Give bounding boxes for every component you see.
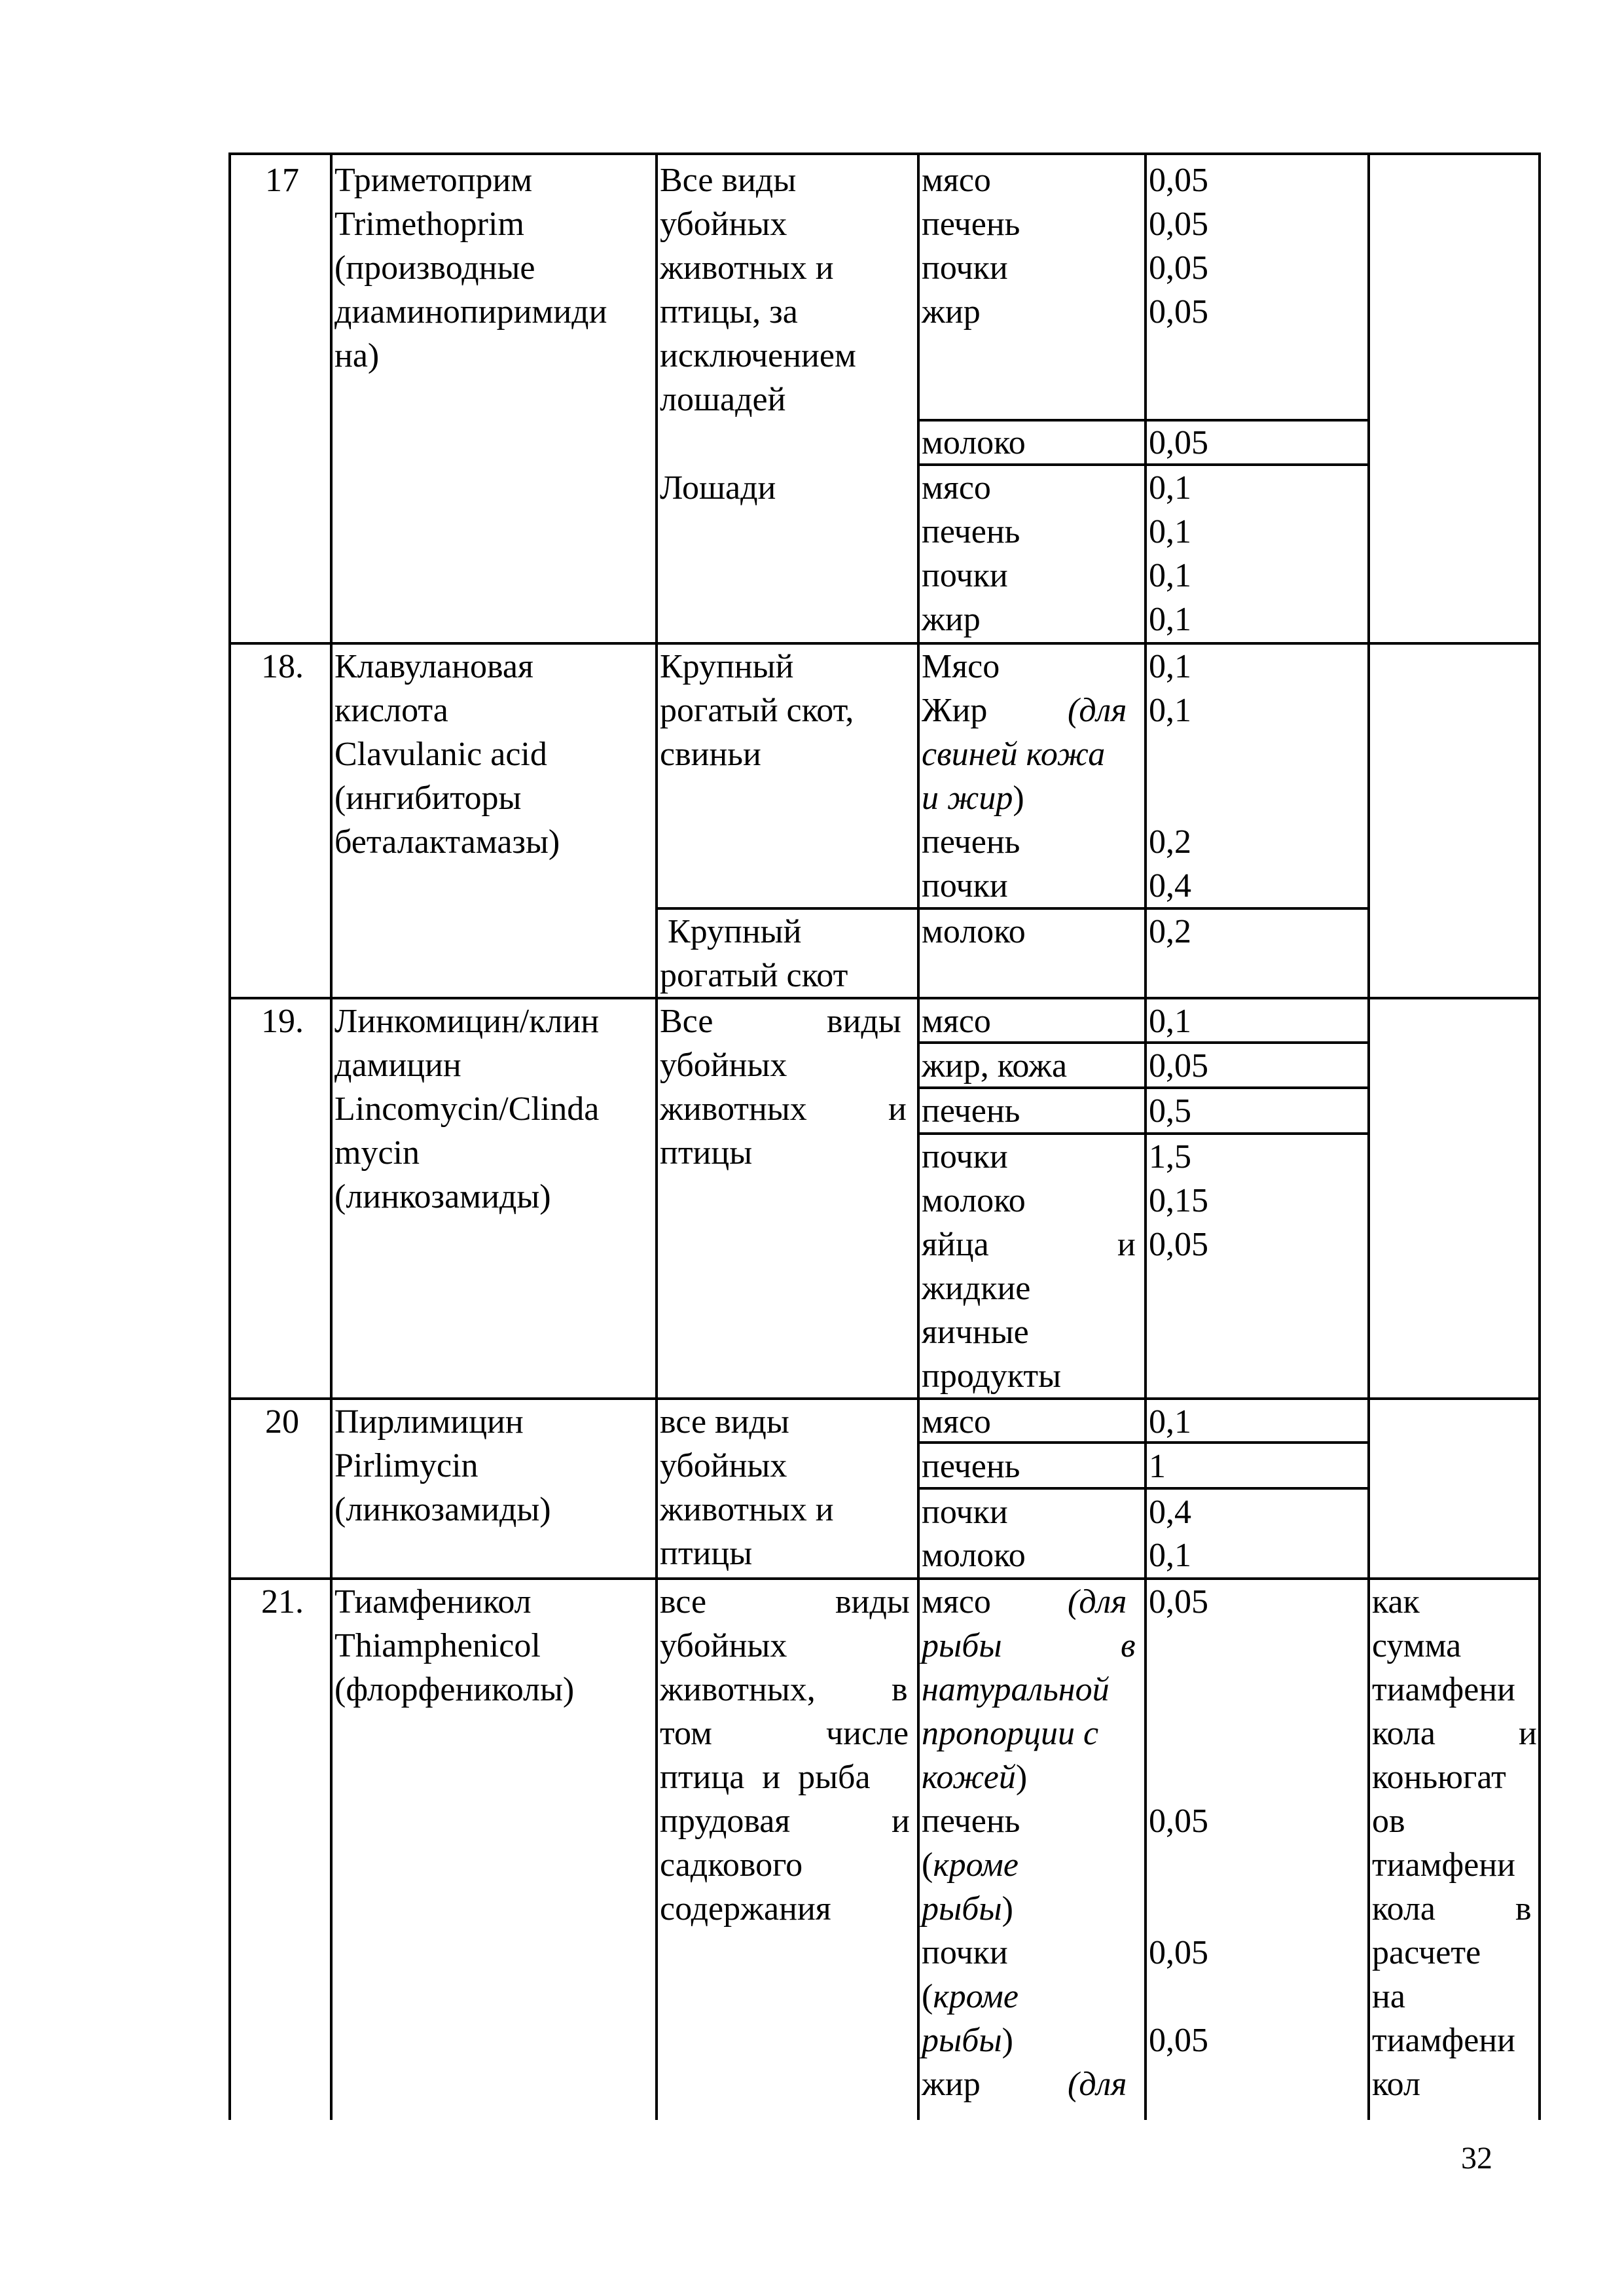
tissue-cell: почки bbox=[922, 1138, 1008, 1175]
species-word: виды bbox=[827, 1003, 901, 1040]
note-word: в bbox=[1515, 1890, 1532, 1928]
close-paren: ) bbox=[1001, 2022, 1013, 2059]
mrl-value: 0,1 bbox=[1149, 601, 1191, 638]
tissue-word: и bbox=[1117, 1226, 1136, 1263]
close-paren: ) bbox=[1013, 780, 1024, 817]
tissue-note-line bbox=[922, 1887, 1013, 1931]
tissue-cell: Мясо bbox=[922, 648, 1000, 685]
tissue-cell: жир, кожа bbox=[922, 1047, 1068, 1085]
species-line: свиньи bbox=[660, 736, 761, 773]
tissue-cell: почки bbox=[922, 867, 1008, 905]
mrl-value: 0,05 bbox=[1149, 1583, 1208, 1621]
tissue-note: и жир bbox=[922, 780, 1013, 817]
mrl-value: 0,05 bbox=[1149, 293, 1208, 331]
species-line: рогатый скот bbox=[660, 957, 848, 994]
tissue-note: пропорции с bbox=[922, 1715, 1099, 1752]
note-line: сумма bbox=[1372, 1627, 1462, 1664]
tissue-cell: печень bbox=[922, 823, 1020, 861]
tissue-cell: жир bbox=[922, 601, 981, 638]
species-line: птицы, за bbox=[660, 293, 798, 331]
species-line: животных и bbox=[660, 1491, 834, 1528]
species-line: убойных bbox=[660, 206, 787, 243]
mrl-value: 0,1 bbox=[1149, 648, 1191, 685]
mrl-value: 0,15 bbox=[1149, 1182, 1208, 1219]
species-word: животных, bbox=[660, 1671, 816, 1708]
mrl-value: 0,1 bbox=[1149, 557, 1191, 594]
tissue-cell: печень bbox=[922, 206, 1020, 243]
mrl-value: 0,4 bbox=[1149, 867, 1191, 905]
species-word: прудовая bbox=[660, 1803, 791, 1840]
substance-line: (линкозамиды) bbox=[334, 1491, 551, 1528]
species-word: Все bbox=[660, 1003, 713, 1040]
mrl-value: 0,05 bbox=[1149, 424, 1208, 461]
substance-line: кислота bbox=[334, 692, 448, 729]
substance-line: Clavulanic acid bbox=[334, 736, 547, 773]
species-line: птицы bbox=[660, 1535, 753, 1572]
substance-line: (производные bbox=[334, 249, 535, 287]
mrl-value: 1 bbox=[1149, 1448, 1166, 1485]
mrl-value: 0,5 bbox=[1149, 1092, 1191, 1130]
tissue-cell: почки bbox=[922, 249, 1008, 287]
note-line: тиамфени bbox=[1372, 1846, 1515, 1884]
species-line: все виды bbox=[660, 1403, 789, 1441]
row-number: 17 bbox=[265, 162, 299, 199]
mrl-value: 0,1 bbox=[1149, 1403, 1191, 1441]
column-divider-5 bbox=[1367, 152, 1370, 2120]
substance-line: беталактамазы) bbox=[334, 823, 560, 861]
mrl-value: 0,05 bbox=[1149, 1047, 1208, 1085]
tissue-cell: почки bbox=[922, 557, 1008, 594]
tissue-note-line bbox=[922, 776, 1024, 820]
species-line: рогатый скот, bbox=[660, 692, 854, 729]
mrl-value: 0,05 bbox=[1149, 249, 1208, 287]
tissue-note: кожей bbox=[922, 1759, 1016, 1796]
tissue-note-line bbox=[922, 2018, 1013, 2062]
tissue-note: (для bbox=[1068, 1583, 1127, 1621]
substance-line: Thiamphenicol bbox=[334, 1627, 541, 1664]
substance-line: Trimethoprim bbox=[334, 206, 524, 243]
tissue-cell: печень bbox=[922, 513, 1020, 550]
substance-line: (линкозамиды) bbox=[334, 1178, 551, 1215]
mrl-value: 0,05 bbox=[1149, 162, 1208, 199]
substance-line: дамицин bbox=[334, 1047, 461, 1084]
species-word: виды bbox=[835, 1583, 910, 1621]
substance-line: Клавулановая bbox=[334, 648, 533, 685]
tissue-note: свиней кожа bbox=[922, 736, 1106, 773]
tissue-note-line bbox=[922, 1975, 1019, 2018]
column-divider-4 bbox=[1144, 152, 1147, 2120]
species-word: в bbox=[892, 1671, 908, 1708]
tissue-note: (для bbox=[1068, 692, 1127, 729]
open-paren: ( bbox=[922, 1846, 933, 1884]
note-word: кола bbox=[1372, 1715, 1435, 1752]
tissue-note: рыбы bbox=[922, 1890, 1002, 1928]
tissue-note: в bbox=[1121, 1627, 1136, 1664]
substance-line: на) bbox=[334, 337, 380, 374]
species-line: птицы bbox=[660, 1134, 753, 1172]
mrl-value: 0,4 bbox=[1149, 1494, 1191, 1531]
note-line: на bbox=[1372, 1978, 1405, 2015]
tissue-cell: почки bbox=[922, 1494, 1008, 1531]
note-line: расчете bbox=[1372, 1934, 1481, 1971]
note-line: тиамфени bbox=[1372, 2022, 1515, 2059]
species-line: исключением bbox=[660, 337, 856, 374]
species-word: том bbox=[660, 1715, 712, 1752]
note-word: и bbox=[1519, 1715, 1537, 1752]
note-line: тиамфени bbox=[1372, 1671, 1515, 1708]
mrl-value: 0,05 bbox=[1149, 1226, 1208, 1263]
substance-line: Тиамфеникол bbox=[334, 1583, 532, 1621]
row-number: 19. bbox=[261, 1003, 304, 1040]
mrl-value: 0,05 bbox=[1149, 1934, 1208, 1971]
close-paren: ) bbox=[1001, 1890, 1013, 1928]
mrl-value: 0,1 bbox=[1149, 469, 1191, 507]
mrl-value: 0,1 bbox=[1149, 513, 1191, 550]
species-line: убойных bbox=[660, 1047, 787, 1084]
substance-line: Lincomycin/Clinda bbox=[334, 1090, 600, 1128]
table-border-left bbox=[228, 152, 231, 2120]
species-line: садкового bbox=[660, 1846, 803, 1884]
column-divider-1 bbox=[330, 152, 333, 2120]
mrl-value: 0,1 bbox=[1149, 692, 1191, 729]
tissue-line: яичные bbox=[922, 1314, 1029, 1351]
close-paren: ) bbox=[1015, 1759, 1028, 1796]
species-line: Крупный bbox=[660, 648, 794, 685]
substance-line: mycin bbox=[334, 1134, 420, 1172]
tissue-cell: печень bbox=[922, 1803, 1020, 1840]
tissue-note: кроме bbox=[933, 1846, 1019, 1884]
species-line: животных и bbox=[660, 249, 834, 287]
row-number: 18. bbox=[261, 648, 304, 685]
tissue-cell: жир bbox=[922, 2066, 981, 2103]
mrl-value: 1,5 bbox=[1149, 1138, 1191, 1175]
column-divider-3 bbox=[917, 152, 920, 2120]
open-paren: ( bbox=[922, 1978, 933, 2015]
mrl-value: 0,05 bbox=[1149, 1803, 1208, 1840]
species-line: Крупный bbox=[668, 913, 802, 950]
tissue-cell: мясо bbox=[922, 469, 991, 507]
species-line: убойных bbox=[660, 1447, 787, 1484]
mrl-value: 0,1 bbox=[1149, 1537, 1191, 1574]
tissue-cell: почки bbox=[922, 1934, 1008, 1971]
substance-line: диаминопиримиди bbox=[334, 293, 607, 331]
tissue-line: жидкие bbox=[922, 1270, 1031, 1307]
tissue-cell: печень bbox=[922, 1092, 1020, 1130]
tissue-word: яйца bbox=[922, 1226, 989, 1263]
tissue-cell: мясо bbox=[922, 1003, 991, 1040]
mrl-value: 0,2 bbox=[1149, 823, 1191, 861]
tissue-note-line bbox=[922, 1755, 1027, 1799]
tissue-line: продукты bbox=[922, 1357, 1062, 1395]
substance-line: Пирлимицин bbox=[334, 1403, 524, 1441]
note-word: кола bbox=[1372, 1890, 1435, 1928]
species-word: все bbox=[660, 1583, 707, 1621]
note-line: ов bbox=[1372, 1803, 1405, 1840]
tissue-cell: молоко bbox=[922, 1182, 1026, 1219]
substance-line: Триметоприм bbox=[334, 162, 533, 199]
species-word: и bbox=[888, 1090, 907, 1128]
species-line: лошадей bbox=[660, 381, 786, 418]
column-divider-2 bbox=[655, 152, 658, 2120]
tissue-note: кроме bbox=[933, 1978, 1019, 2015]
tissue-cell: Жир bbox=[922, 692, 988, 729]
note-line: коньюгат bbox=[1372, 1759, 1506, 1796]
mrl-value: 0,1 bbox=[1149, 1003, 1191, 1040]
tissue-cell: мясо bbox=[922, 162, 991, 199]
tissue-cell: молоко bbox=[922, 424, 1026, 461]
species-line: убойных bbox=[660, 1627, 787, 1664]
substance-line: (флорфениколы) bbox=[334, 1671, 575, 1708]
row-number: 20 bbox=[265, 1403, 299, 1441]
species-line: птица и рыба bbox=[660, 1759, 871, 1796]
species-line: Лошади bbox=[660, 469, 776, 507]
tissue-note: рыбы bbox=[922, 2022, 1002, 2059]
mrl-value: 0,05 bbox=[1149, 2022, 1208, 2059]
note-line: как bbox=[1372, 1583, 1420, 1621]
tissue-cell: жир bbox=[922, 293, 981, 331]
species-line: Все виды bbox=[660, 162, 797, 199]
species-word: животных bbox=[660, 1090, 807, 1128]
tissue-cell: молоко bbox=[922, 913, 1026, 950]
tissue-cell: мясо bbox=[922, 1403, 991, 1441]
substance-line: Линкомицин/клин bbox=[334, 1003, 600, 1040]
substance-line: (ингибиторы bbox=[334, 780, 522, 817]
table-border-top bbox=[228, 152, 1541, 155]
tissue-cell: печень bbox=[922, 1448, 1020, 1485]
substance-line: Pirlimycin bbox=[334, 1447, 478, 1484]
tissue-note-line bbox=[922, 1843, 1019, 1887]
tissue-note: натуральной bbox=[922, 1671, 1110, 1708]
table-border-right bbox=[1538, 152, 1541, 2120]
tissue-cell: мясо bbox=[922, 1583, 991, 1621]
species-word: и bbox=[892, 1803, 910, 1840]
page-number: 32 bbox=[1461, 2141, 1492, 2176]
mrl-value: 0,2 bbox=[1149, 913, 1191, 950]
tissue-note: рыбы bbox=[922, 1627, 1002, 1664]
species-line: содержания bbox=[660, 1890, 831, 1928]
row-number: 21. bbox=[261, 1583, 304, 1621]
tissue-cell: молоко bbox=[922, 1537, 1026, 1574]
tissue-note: (для bbox=[1068, 2066, 1127, 2103]
note-line: кол bbox=[1372, 2066, 1420, 2103]
mrl-value: 0,05 bbox=[1149, 206, 1208, 243]
species-word: числе bbox=[826, 1715, 909, 1752]
